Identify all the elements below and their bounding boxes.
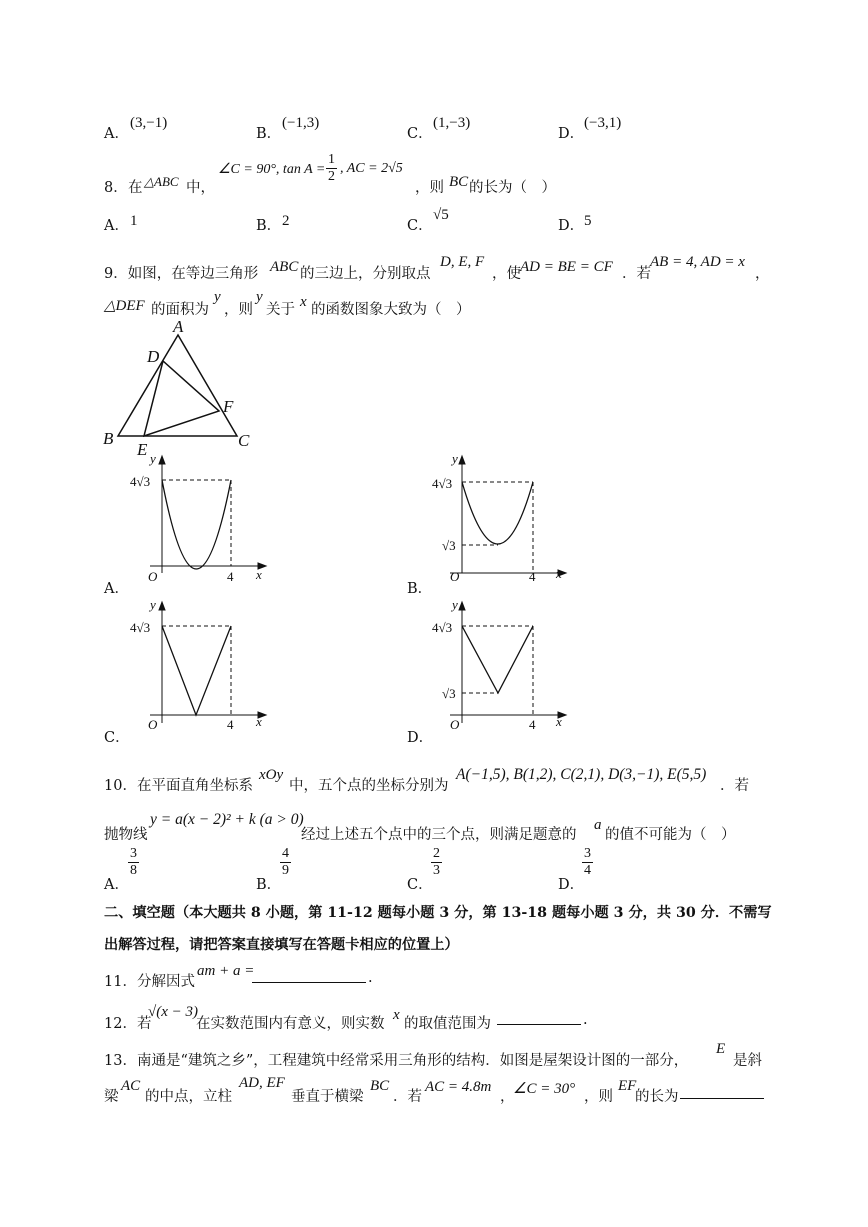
q12-x: x	[393, 1007, 400, 1023]
q8-half-den: 2	[328, 169, 335, 184]
q10-line2-a: 抛物线	[104, 827, 148, 843]
q10-line1-c: ．若	[720, 778, 749, 794]
q9-line1-e: ，	[755, 266, 770, 282]
q13-line2-b: 的中点，立柱	[145, 1089, 232, 1105]
q9-abc: ABC	[270, 259, 299, 275]
curve	[462, 482, 533, 544]
q9-def-triangle: △DEF	[104, 298, 145, 314]
label-e: E	[137, 440, 148, 459]
q9-condition: AB = 4, AD = x	[650, 254, 745, 270]
q8-option-b-value: 2	[282, 213, 290, 229]
q11-answer-blank[interactable]	[252, 968, 366, 983]
q8-tail-b: 的长为（ ）	[469, 180, 556, 196]
q9-line1-c: ，使	[492, 266, 521, 282]
section-2-line2: 出解答过程，请把答案直接填写在答题卡相应的位置上）	[104, 937, 459, 953]
q9-x: x	[300, 294, 307, 310]
q10-option-c-num: 2	[433, 846, 440, 861]
q11-expr: am + a =	[197, 963, 255, 979]
q8-option-c-value: √5	[433, 207, 449, 223]
q9-graph-c	[120, 596, 280, 736]
q13-answer-blank[interactable]	[680, 1084, 764, 1099]
q9-line2-b: ，则	[224, 302, 253, 318]
origin-label: O	[450, 717, 460, 732]
q8-option-b-letter: B．	[256, 218, 282, 234]
q13-ef: EF	[618, 1078, 637, 1094]
q10-xoy: xOy	[259, 767, 284, 783]
q13-line2-e: ，	[500, 1089, 515, 1105]
tick-4sqrt3: 4√3	[130, 620, 151, 635]
x-label: x	[256, 567, 262, 582]
q8-bc: BC	[449, 174, 469, 190]
q10-option-d-num: 3	[584, 846, 591, 861]
q9-line2-c: 关于	[266, 302, 295, 318]
q8-option-a-value: 1	[130, 213, 138, 229]
q8-lead: 在	[128, 180, 143, 196]
q10-option-d-den: 4	[584, 863, 591, 878]
q13-line2-g: 的长为	[635, 1089, 679, 1105]
q13-ac-value: AC = 4.8m	[425, 1079, 492, 1095]
q9-option-d-letter: D．	[407, 730, 434, 746]
tick-4: 4	[529, 569, 536, 584]
tick-4: 4	[227, 717, 234, 732]
q10-option-b-den: 9	[282, 863, 289, 878]
q13-line2-d: ．若	[393, 1089, 422, 1105]
origin-label: O	[148, 569, 158, 584]
q10-points: A(−1,5), B(1,2), C(2,1), D(3,−1), E(5,5)	[456, 766, 707, 783]
y-label: y	[150, 451, 156, 466]
q8-half-fraction	[326, 152, 337, 185]
label-d: D	[147, 347, 160, 366]
q7-option-a-letter: A．	[104, 126, 129, 142]
q13-line2-c: 垂直于横梁	[291, 1089, 364, 1105]
x-label: x	[556, 714, 562, 729]
q11-end: .	[368, 970, 373, 986]
label-c: C	[238, 431, 250, 450]
q12-end: .	[583, 1012, 588, 1028]
q10-option-a-letter: A．	[104, 877, 129, 893]
q9-line1-b: 的三边上，分别取点	[300, 266, 431, 282]
q13-line1-a: 13．南通是“建筑之乡”，工程建筑中经常采用三角形的结构．如图是屋架设计图的一部分，	[104, 1053, 689, 1069]
q12-mid-a: 在实数范围内有意义，则实数	[196, 1016, 385, 1032]
q10-option-b-fraction	[280, 846, 291, 879]
q9-line2-a: 的面积为	[151, 302, 209, 318]
q10-option-a-den: 8	[130, 863, 137, 878]
q8-option-d-value: 5	[584, 213, 592, 229]
curve	[162, 480, 231, 569]
label-a: A	[173, 317, 184, 336]
q13-bc: BC	[370, 1078, 390, 1094]
origin-label: O	[450, 569, 460, 584]
q13-adef: AD, EF	[239, 1075, 285, 1091]
q9-option-a-letter: A．	[104, 581, 129, 597]
q12-lead: 12．若	[104, 1016, 152, 1032]
q13-ac: AC	[121, 1078, 141, 1094]
q9-triangle-figure	[95, 315, 265, 460]
q12-mid-b: 的取值范围为	[404, 1016, 491, 1032]
q7-option-a-value: (3,−1)	[130, 115, 168, 131]
q8-option-d-letter: D．	[558, 218, 585, 234]
q10-option-b-num: 4	[282, 846, 289, 861]
q13-line2-f: ，则	[584, 1089, 613, 1105]
q10-line2-b: 经过上述五个点中的三个点，则满足题意的	[301, 827, 577, 843]
q8-half-num: 1	[328, 152, 335, 167]
q8-option-c-letter: C．	[407, 218, 433, 234]
q13-line2-a: 梁	[104, 1089, 119, 1105]
q11-lead: 11．分解因式	[104, 974, 195, 990]
q9-graph-d	[420, 596, 580, 736]
q8-number: 8．	[104, 180, 128, 196]
q13-e: E	[716, 1041, 726, 1057]
tick-4sqrt3: 4√3	[432, 476, 453, 491]
q10-option-c-den: 3	[433, 863, 440, 878]
q9-y-2: y	[256, 289, 263, 305]
q8-ac-cond: , AC = 2√5	[340, 161, 403, 176]
q10-option-a-fraction	[128, 846, 139, 879]
y-axis-arrow	[159, 456, 165, 464]
y-label: y	[452, 597, 458, 612]
tick-4: 4	[227, 569, 234, 584]
q10-option-d-letter: D．	[558, 877, 585, 893]
q8-tail-a: ，则	[415, 180, 444, 196]
q7-option-c-value: (1,−3)	[433, 115, 471, 131]
v-line	[162, 626, 231, 715]
q7-option-b-value: (−1,3)	[282, 115, 320, 131]
q9-line1-a: 9．如图，在等边三角形	[104, 266, 259, 282]
label-f: F	[223, 397, 234, 416]
q9-line1-d: ．若	[622, 266, 651, 282]
origin-label: O	[148, 717, 158, 732]
q8-zhong: 中，	[186, 180, 215, 196]
q13-angle: ∠C = 30°	[513, 1081, 576, 1097]
tick-sqrt3: √3	[442, 538, 456, 553]
q9-graph-a	[120, 450, 280, 590]
q9-def-points: D, E, F	[440, 254, 485, 270]
tick-sqrt3: √3	[442, 686, 456, 701]
q7-option-d-letter: D．	[558, 126, 585, 142]
section-2-line1: 二、填空题（本大题共 8 小题，第 11-12 题每小题 3 分，第 13-18 题每小题 3 分，共 30 分．不需写	[104, 905, 772, 921]
q10-parabola: y = a(x − 2)² + k (a > 0)	[150, 811, 304, 828]
q10-line2-c: 的值不可能为（ ）	[605, 827, 736, 843]
q9-line2-d: 的函数图象大致为（ ）	[311, 302, 471, 318]
y-label: y	[452, 451, 458, 466]
q12-answer-blank[interactable]	[497, 1010, 581, 1025]
q9-y: y	[214, 289, 221, 305]
q7-option-d-value: (−3,1)	[584, 115, 622, 131]
triangle-abc	[118, 335, 237, 436]
q8-angle-cond: ∠C = 90°, tan A =	[218, 162, 326, 177]
q10-option-c-letter: C．	[407, 877, 433, 893]
q8-triangle: △ABC	[144, 174, 179, 189]
q9-option-c-letter: C．	[104, 730, 130, 746]
q13-line1-b: 是斜	[733, 1053, 762, 1069]
q7-option-b-letter: B．	[256, 126, 282, 142]
q10-a: a	[594, 817, 602, 833]
q10-option-a-num: 3	[130, 846, 137, 861]
q10-line1-a: 10．在平面直角坐标系	[104, 778, 253, 794]
x-label: x	[556, 566, 562, 581]
q12-expr: √(x − 3)	[148, 1004, 199, 1020]
q9-graph-b	[420, 450, 580, 590]
q9-option-b-letter: B．	[407, 581, 433, 597]
q8-option-a-letter: A．	[104, 218, 129, 234]
tick-4sqrt3: 4√3	[130, 474, 151, 489]
x-label: x	[256, 714, 262, 729]
tick-4sqrt3: 4√3	[432, 620, 453, 635]
q10-line1-b: 中，五个点的坐标分别为	[289, 778, 449, 794]
q10-option-b-letter: B．	[256, 877, 282, 893]
tick-4: 4	[529, 717, 536, 732]
q9-equal: AD = BE = CF	[520, 259, 613, 275]
q7-option-c-letter: C．	[407, 126, 433, 142]
v-line	[462, 626, 533, 693]
label-b: B	[103, 429, 114, 448]
q10-option-d-fraction	[582, 846, 593, 879]
y-label: y	[150, 597, 156, 612]
q10-option-c-fraction	[431, 846, 442, 879]
